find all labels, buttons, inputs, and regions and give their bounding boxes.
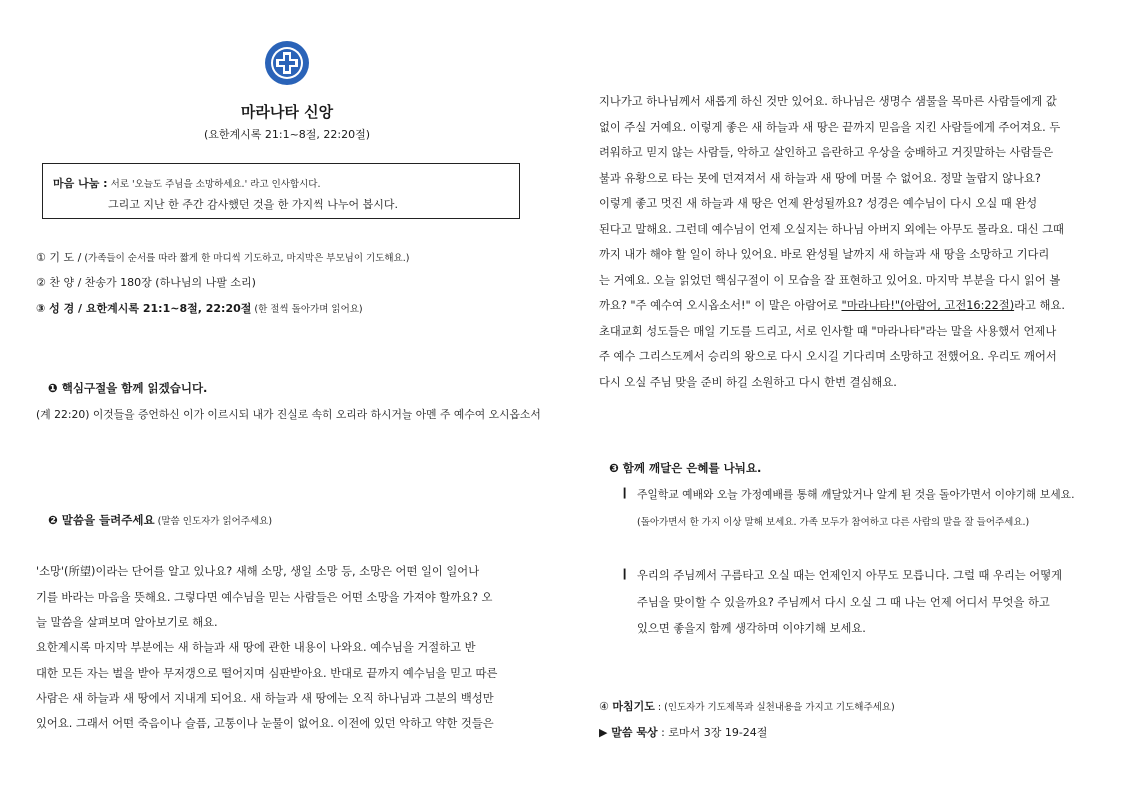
- sermon-line: 사람은 새 하늘과 새 땅에서 지내게 되어요. 새 하늘과 새 땅에는 오직 하나님과 그분의 백성만: [36, 692, 494, 705]
- share-label: 마음 나눔 :: [53, 177, 108, 190]
- question-2-line: 있으면 좋을지 함께 생각하며 이야기해 보세요.: [637, 622, 866, 635]
- sermon-line: 초대교회 성도들은 매일 기도를 드리고, 서로 인사할 때 "마라나타"라는 말을 사용했서 언제나: [599, 325, 1057, 338]
- core-verse: (계 22:20) 이것들을 증언하신 이가 이르시되 내가 진실로 속히 오리라 하시거늘 아멘 주 예수여 오시옵소서: [36, 408, 541, 421]
- share-line-2: 그리고 지난 한 주간 감사했던 것을 한 가지씩 나누어 봅시다.: [108, 198, 398, 211]
- sermon-line: 지나가고 하나님께서 새롭게 하신 것만 있어요. 하나님은 생명수 샘물을 목마른 사람들에게 값: [599, 95, 1057, 108]
- sermon-line: 된다고 말해요. 그런데 예수님이 언제 오실지는 하나님 아버지 외에는 아무도 몰라요. 대신 그때: [599, 223, 1064, 236]
- share-line-1: 마음 나눔 : 서로 '오늘도 주님을 소망하세요.' 라고 인사합시다.: [53, 177, 321, 190]
- section3-heading: ❸ 함께 깨달은 은혜를 나눠요.: [609, 461, 762, 475]
- sermon-line: 있어요. 그래서 어떤 죽음이나 슬픔, 고통이나 눈물이 없어요. 이전에 있던 악하고 약한 것들은: [36, 717, 494, 730]
- meditation-line: ▶ 말씀 묵상 : 로마서 3장 19-24절: [599, 726, 768, 739]
- sermon-line: 요한계시록 마지막 부분에는 새 하늘과 새 땅에 관한 내용이 나와요. 예수님을 거절하고 반: [36, 641, 476, 654]
- section1-heading: ❶ 핵심구절을 함께 읽겠습니다.: [48, 381, 208, 395]
- maranatha-reference: "마라나타!"(아람어, 고전16:22절): [841, 299, 1015, 312]
- church-cross-seal-icon: [264, 40, 310, 86]
- question-1-note: (돌아가면서 한 가지 이상 말해 보세요. 가족 모두가 참여하고 다른 사람의 말을 잘 들어주세요.): [637, 517, 1030, 528]
- sermon-line: 대한 모든 자는 벌을 받아 무저갱으로 떨어지며 심판받아요. 반대로 끝까지 예수님을 믿고 따른: [36, 667, 498, 680]
- sermon-line: 는 거예요. 오늘 읽었던 핵심구절이 이 모습을 잘 표현하고 있어요. 마지막 부분을 다시 읽어 볼: [599, 274, 1061, 287]
- page-title: 마라나타 신앙: [240, 103, 334, 121]
- order-prayer: ① 기 도 / (가족들이 순서를 따라 짧게 한 마디씩 기도하고, 마지막은 부모님이 기도해요.): [36, 251, 410, 264]
- sermon-line: 이렇게 좋고 멋진 새 하늘과 새 땅은 언제 완성될까요? 성경은 예수님이 다시 오실 때 완성: [599, 197, 1038, 210]
- sermon-line: 불과 유황으로 타는 못에 던져져서 새 하늘과 새 땅에 머물 수 없어요. 정말 놀랍지 않나요?: [599, 172, 1041, 185]
- sermon-line: 주 예수 그리스도께서 승리의 왕으로 다시 오시길 기다리며 소망하고 전했어요. 우리도 깨어서: [599, 350, 1057, 363]
- sermon-line: 까지 내가 해야 할 일이 하나 있어요. 바로 완성될 날까지 새 하늘과 새 땅을 소망하고 기다리: [599, 248, 1050, 261]
- scripture-reference: (요한계시록 21:1~8절, 22:20절): [203, 128, 371, 141]
- question-2-line: 우리의 주님께서 구름타고 오실 때는 언제인지 아무도 모릅니다. 그럴 때 우리는 어떻게: [637, 569, 1063, 582]
- question-1: 주일학교 예배와 오늘 가정예배를 통해 깨달았거나 알게 된 것을 돌아가면서 이야기해 보세요.: [637, 488, 1075, 501]
- sermon-line: 다시 오실 주님 맞을 준비 하길 소원하고 다시 한번 결심해요.: [599, 376, 897, 389]
- sermon-line: 늘 말씀을 살펴보며 알아보기로 해요.: [36, 616, 218, 629]
- sermon-line: 기를 바라는 마음을 뜻해요. 그렇다면 예수님을 믿는 사람들은 어떤 소망을 가져야 할까요? 오: [36, 591, 493, 604]
- section2-heading: ❷ 말씀을 들려주세요 (말씀 인도자가 읽어주세요): [48, 513, 273, 527]
- question-bullet-icon: ❙: [620, 567, 630, 580]
- sermon-line: 려워하고 믿지 않는 사람들, 악하고 살인하고 음란하고 우상을 숭배하고 거짓말하는 사람들은: [599, 146, 1054, 159]
- closing-prayer: ④ 마침기도 : (인도자가 기도제목과 실천내용을 가지고 기도해주세요): [599, 700, 895, 713]
- question-bullet-icon: ❙: [620, 486, 630, 499]
- sermon-line: '소망'(所望)이라는 단어를 알고 있나요? 새해 소망, 생일 소망 등, 소망은 어떤 일이 일어나: [36, 565, 480, 578]
- sermon-line: 까요? "주 예수여 오시옵소서!" 이 말은 아람어로 "마라나타!"(아람어, 고전16:22절)라고 해요.: [599, 299, 1065, 312]
- order-scripture: ③ 성 경 / 요한계시록 21:1~8절, 22:20절 (한 절씩 돌아가며 읽어요): [36, 302, 363, 315]
- share-box: [42, 163, 520, 219]
- question-2-line: 주님을 맞이할 수 있을까요? 주님께서 다시 오실 그 때 나는 언제 어디서 무엇을 하고: [637, 596, 1050, 609]
- sermon-line: 없이 주실 거예요. 이렇게 좋은 새 하늘과 새 땅은 끝까지 믿음을 지킨 사람들에게 주어져요. 두: [599, 121, 1061, 134]
- order-hymn: ② 찬 양 / 찬송가 180장 (하나님의 나팔 소리): [36, 276, 256, 289]
